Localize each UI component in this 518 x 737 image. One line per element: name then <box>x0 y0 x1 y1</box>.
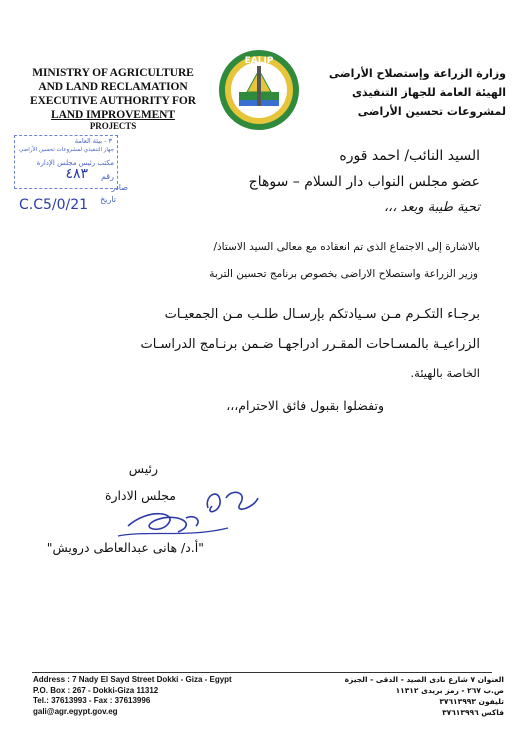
stamp-line: ٣ - بيئة العامة <box>74 137 112 145</box>
closing: وتفضلوا بقبول فائق الاحترام،،، <box>226 398 384 413</box>
stamp-date-label: تاريخ <box>100 195 116 204</box>
request-line: الزراعيـة بالمسـاحات المقـرر ادراجهـا ضـمن برنـامج الدراسـات <box>140 337 480 352</box>
greeting: تحية طيبة وبعد ،،، <box>383 200 480 215</box>
handwritten-signature <box>108 478 268 548</box>
footer-divider <box>32 672 492 673</box>
english-letterhead-line: EXECUTIVE AUTHORITY FOR <box>30 95 196 107</box>
footer-address-ar <box>304 674 504 718</box>
request-line: الخاصة بالهيئة. <box>410 366 480 380</box>
reference-line: بالاشارة إلى الاجتماع الذى تم انعقاده مع معالى السيد الاستاذ/ <box>213 241 480 253</box>
addressee: السيد النائب/ احمد قوره <box>339 148 480 164</box>
arabic-letterhead-line: وزارة الزراعة وإستصلاح الأراضى <box>328 67 506 80</box>
incoming-stamp <box>14 135 128 215</box>
footer-email[interactable]: gali@agr.egypt.gov.eg <box>33 706 118 716</box>
footer-line: P.O. Box : 267 - Dokki-Giza 11312 <box>33 685 159 695</box>
arabic-letterhead-line: الهيئة العامة للجهاز التنفيذى <box>351 86 506 99</box>
reference-line: وزير الزراعة واستصلاح الاراضى بخصوص برنامج تحسين التربة <box>209 268 478 280</box>
stamp-date: C.C5/0/21 <box>19 197 89 213</box>
footer-address-en <box>33 675 232 717</box>
signer-title: رئيس <box>128 461 158 476</box>
signer-office: مجلس الادارة <box>104 488 176 503</box>
english-letterhead-line: AND LAND RECLAMATION <box>38 81 188 93</box>
stamp-line: مكتب رئيس مجلس الإدارة <box>36 159 114 167</box>
logo-text: EALIP <box>244 56 274 66</box>
signer-name: "أ.د/ هانى عبدالعاطى درويش" <box>46 540 204 555</box>
arabic-letterhead <box>316 64 506 121</box>
ealip-logo <box>217 48 301 132</box>
footer-line: Address : 7 Nady El Sayd Street Dokki - Giza - Egypt <box>33 675 232 684</box>
stamp-number: ٤٨٣ <box>65 166 88 182</box>
addressee-title: عضو مجلس النواب دار السلام – سوهاج <box>248 174 480 190</box>
english-letterhead-line: MINISTRY OF AGRICULTURE <box>32 67 194 79</box>
stamp-number-label: رقم <box>100 172 114 181</box>
english-letterhead-line: LAND IMPROVEMENT <box>51 109 175 121</box>
footer-line: ص.ب ٢٦٧ - رمز بريدى ١١٣١٢ <box>395 686 504 695</box>
stamp-issued-label: صادر <box>111 183 128 192</box>
english-letterhead-line: PROJECTS <box>89 121 137 131</box>
request-line: برجـاء التكـرم مـن سـيادتكم بإرسـال طلـب مـن الجمعيـات <box>164 307 480 322</box>
footer-line: Tel.: 37613993 - Fax : 37613996 <box>33 696 151 705</box>
footer-line: فاكس ٣٧٦١٣٩٩٦ <box>442 708 504 717</box>
footer-line: تليفون ٣٧٦١٣٩٩٣ <box>439 697 504 706</box>
english-letterhead <box>28 66 198 131</box>
arabic-letterhead-line: لمشروعات تحسين الأراضى <box>357 105 506 118</box>
stamp-line: جهاز التنفيذي لمشروعات تحسين الأراضي <box>19 147 114 153</box>
footer-line: العنوان ٧ شارع نادى الصيد - الدقى - الجيزة <box>344 675 504 684</box>
